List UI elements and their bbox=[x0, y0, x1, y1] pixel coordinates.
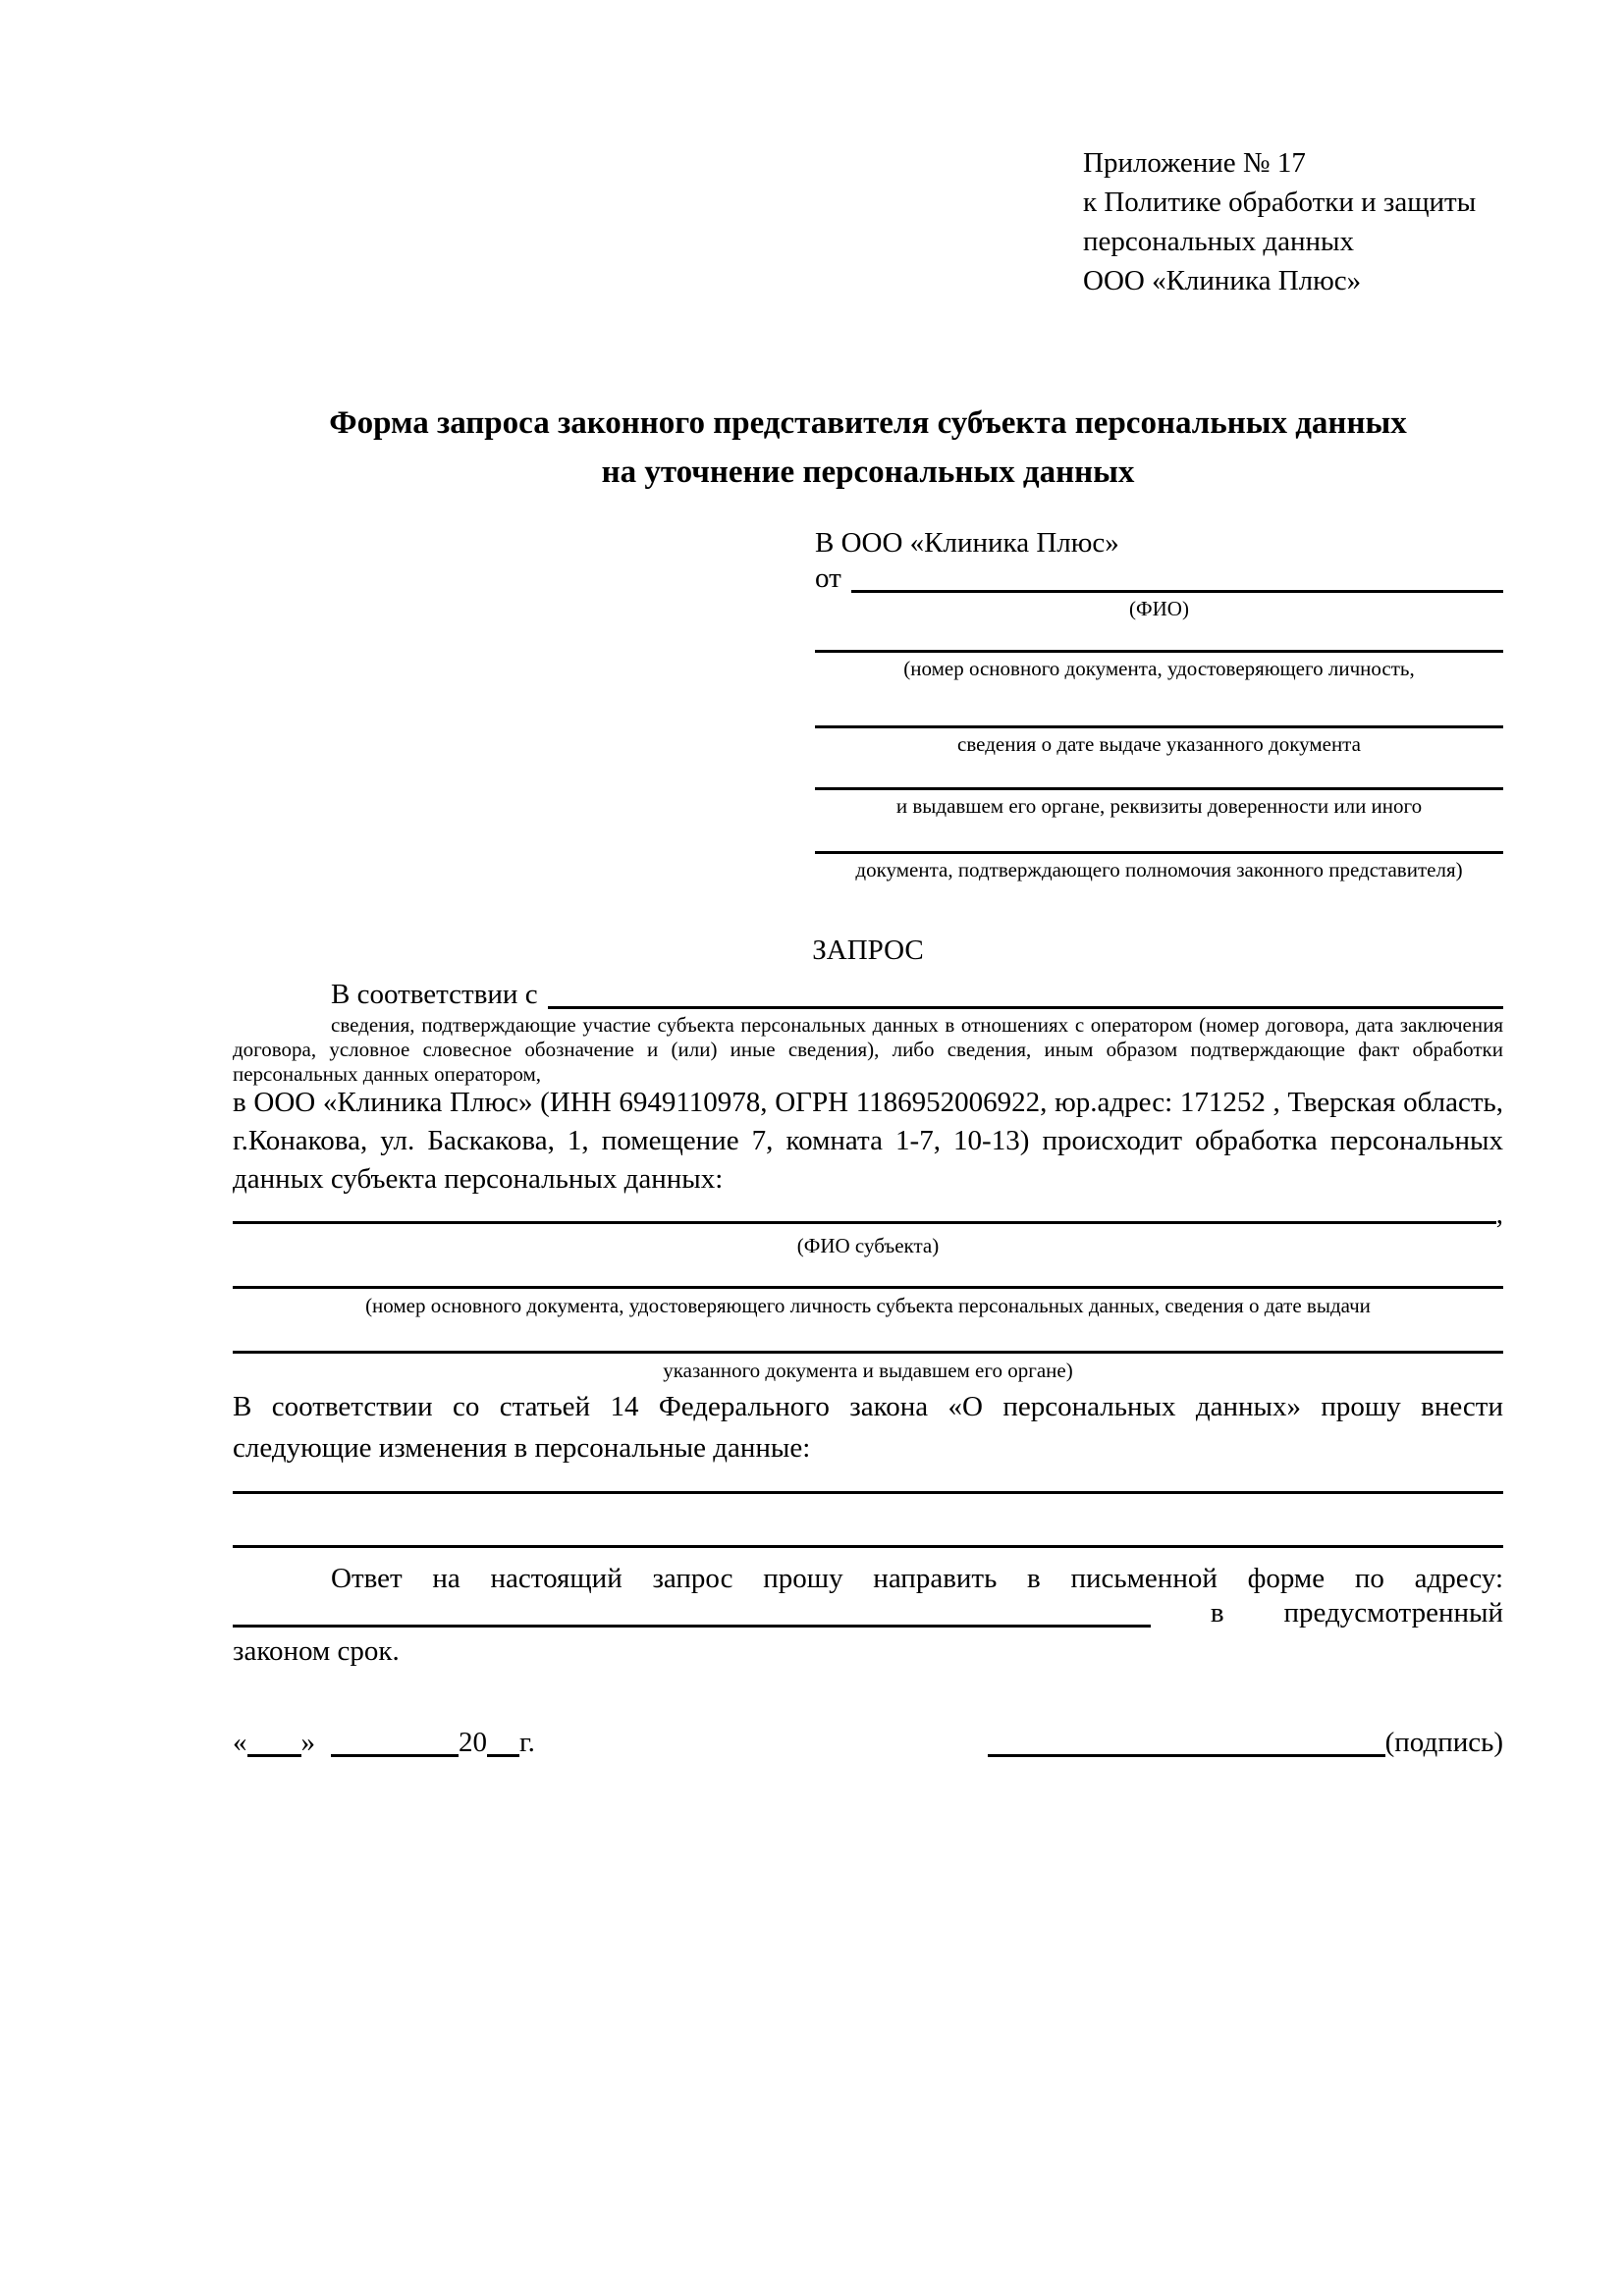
from-label: от bbox=[815, 562, 841, 594]
from-fill-in-blank bbox=[851, 590, 1503, 593]
reply-word-provided: предусмотренный bbox=[1283, 1597, 1503, 1629]
appendix-note-line: к Политике обработки и защиты bbox=[1083, 187, 1477, 218]
fill-in-blank-line bbox=[815, 620, 1503, 653]
fill-in-blank-line bbox=[815, 756, 1503, 790]
caption-issue-date: сведения о дате выдаче указанного документа bbox=[957, 732, 1361, 756]
address-fill-in-blank bbox=[233, 1598, 1151, 1628]
caption-representative-authority: документа, подтверждающего полномочия законного представителя) bbox=[855, 858, 1463, 881]
fill-in-blank-line bbox=[815, 818, 1503, 854]
date-month-blank bbox=[331, 1747, 459, 1757]
subject-fio-line bbox=[233, 1201, 1503, 1229]
caption-id-document: (номер основного документа, удостоверяющего личность, bbox=[903, 657, 1415, 680]
caption-issuing-authority: и выдавшем его органе, реквизиты доверенности или иного bbox=[895, 794, 1423, 818]
participation-note: сведения, подтверждающие участие субъекта персональных данных в отношениях с оператором (номер договора, дата заключения договора, условное словесное обозначение и (или) иные сведения), либо сведения, иным образом подтверждающие факт обработки персональных данных оператором, bbox=[233, 1013, 1503, 1086]
date-signature-row bbox=[233, 1716, 1503, 1757]
fill-in-blank-line bbox=[815, 680, 1503, 728]
reply-word-in: в bbox=[1210, 1597, 1224, 1629]
fill-in-blank-line bbox=[233, 1317, 1503, 1354]
date-day-blank bbox=[247, 1747, 301, 1757]
addressee-org: В ООО «Клиника Плюс» bbox=[815, 527, 1119, 559]
caption-fio: (ФИО) bbox=[1129, 597, 1189, 620]
caption-subject-fio: (ФИО субъекта) bbox=[796, 1234, 940, 1257]
changes-blank-line bbox=[233, 1462, 1503, 1494]
operator-paragraph: в ООО «Клиника Плюс» (ИНН 6949110978, ОГРН 1186952006922, юр.адрес: 171252 , Тверская область, г.Конакова, ул. Баскакова, 1, помещение 7, комната 1-7, 10-13) происходит обработка персональных данных субъекта персональных данных: bbox=[233, 1087, 1503, 1195]
form-title-line: Форма запроса законного представителя субъекта персональных данных bbox=[329, 405, 1407, 441]
appendix-note-line: ООО «Клиника Плюс» bbox=[1083, 265, 1362, 296]
signature-caption: (подпись) bbox=[1384, 1727, 1503, 1758]
request-heading: ЗАПРОС bbox=[812, 934, 924, 966]
trailing-comma: , bbox=[1495, 1199, 1503, 1230]
signature-blank bbox=[988, 1747, 1385, 1757]
reply-tail: законом срок. bbox=[233, 1635, 400, 1667]
intro-line bbox=[233, 976, 1503, 1009]
signature-group bbox=[988, 1729, 1503, 1757]
date-group bbox=[233, 1729, 535, 1757]
appendix-note-line: персональных данных bbox=[1083, 226, 1355, 257]
fill-in-blank-line bbox=[233, 1258, 1503, 1289]
intro-lead: В соответствии с bbox=[331, 979, 538, 1010]
caption-subject-document-issuer: указанного документа и выдавшем его органе) bbox=[663, 1359, 1073, 1382]
date-quote-close: » bbox=[300, 1727, 315, 1758]
reply-lead: Ответ на настоящий запрос прошу направить в письменной форме по адресу: bbox=[331, 1563, 1503, 1594]
addressee-block bbox=[815, 522, 1503, 881]
form-title-line: на уточнение персональных данных bbox=[601, 454, 1135, 490]
appendix-note bbox=[1083, 143, 1515, 300]
date-year-blank bbox=[487, 1747, 519, 1757]
reply-paragraph bbox=[233, 1559, 1503, 1671]
intro-fill-in-blank bbox=[548, 1006, 1503, 1009]
subject-fio-blank bbox=[233, 1221, 1496, 1224]
law-paragraph: В соответствии со статьей 14 Федерального закона «О персональных данных» прошу внести следующие изменения в персональные данные: bbox=[233, 1391, 1503, 1464]
date-year-suffix: г. bbox=[519, 1727, 535, 1758]
from-line bbox=[815, 562, 1503, 594]
date-quote-open: « bbox=[233, 1727, 247, 1758]
caption-subject-document: (номер основного документа, удостоверяющего личность субъекта персональных данных, сведения о дате выдачи bbox=[365, 1294, 1371, 1317]
changes-blank-line bbox=[233, 1516, 1503, 1548]
date-year-prefix: 20 bbox=[459, 1727, 487, 1758]
form-title bbox=[233, 399, 1503, 497]
appendix-note-line: Приложение № 17 bbox=[1083, 147, 1306, 179]
subject-blanks-block bbox=[233, 1201, 1503, 1382]
reply-address-line bbox=[233, 1598, 1503, 1628]
